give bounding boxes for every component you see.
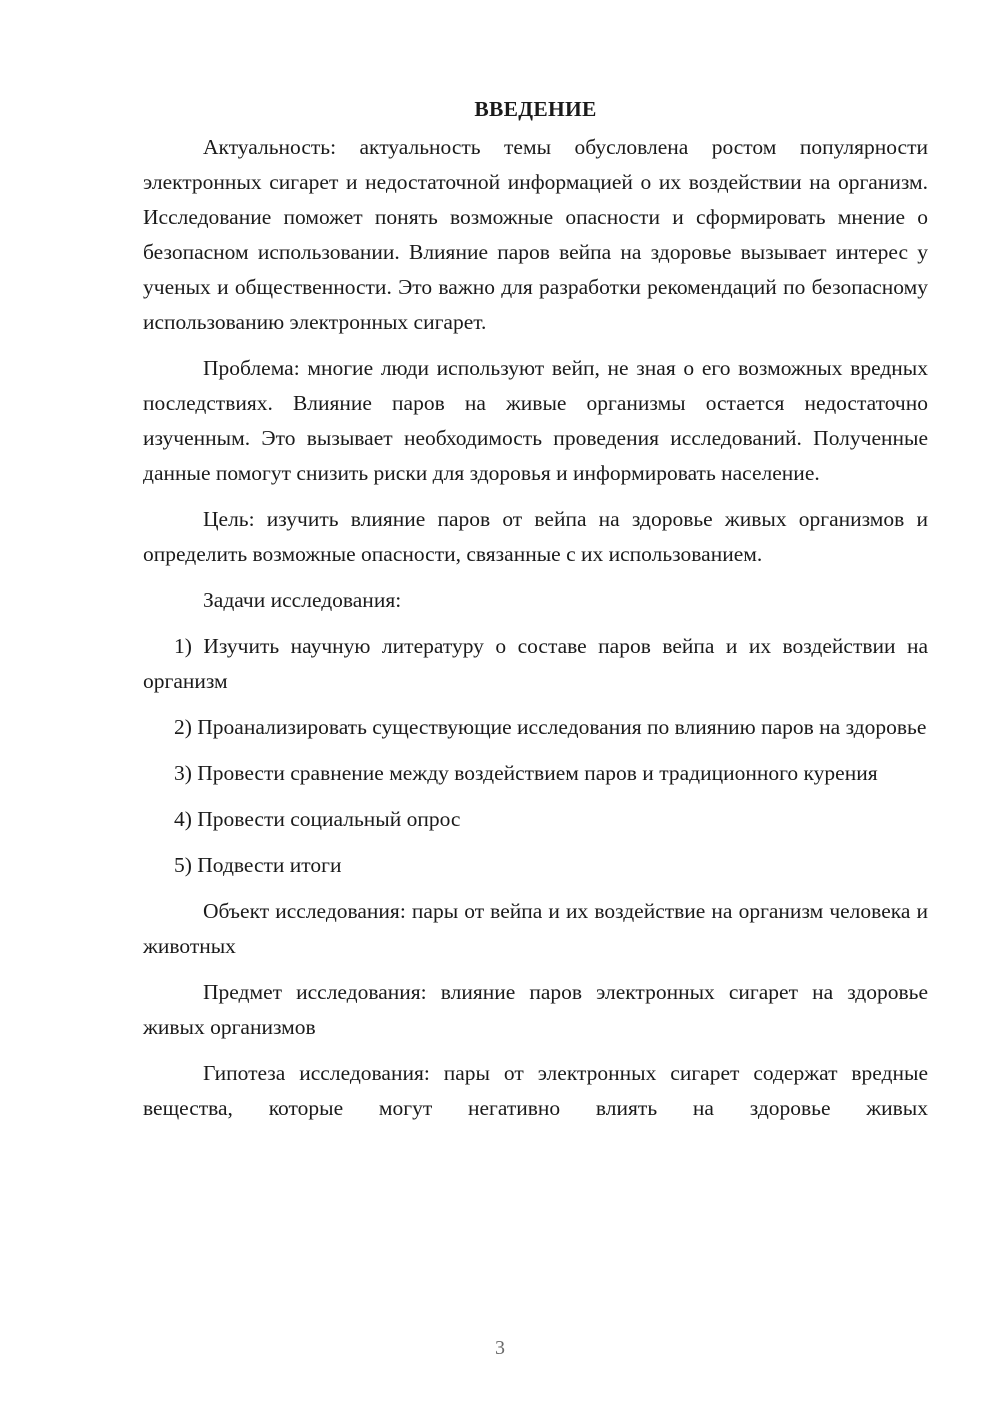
task-item-4: 4) Провести социальный опрос <box>174 807 461 831</box>
task-item-2: 2) Проанализировать существующие исследования по влиянию паров на здоровье <box>174 715 927 739</box>
page-number: 3 <box>495 1337 505 1359</box>
paragraph-goal: Цель: изучить влияние паров от вейпа на здоровье живых организмов и определить возможные опасности, связанные с их использованием. <box>143 507 928 566</box>
task-item-5: 5) Подвести итоги <box>174 853 342 877</box>
page-title: ВВЕДЕНИЕ <box>474 97 597 121</box>
task-item-1: 1) Изучить научную литературу о составе паров вейпа и их воздействии на организм <box>143 634 928 693</box>
document-page <box>143 92 928 1137</box>
paragraph-hypothesis: Гипотеза исследования: пары от электронных сигарет содержат вредные вещества, которые могут негативно влиять на здоровье живых <box>143 1061 928 1120</box>
tasks-heading: Задачи исследования: <box>203 588 402 612</box>
paragraph-relevance: Актуальность: актуальность темы обусловлена ростом популярности электронных сигарет и недостаточной информацией о их воздействии на организм. Исследование поможет понять возможные опасности и сформировать мнение о безопасном использовании. Влияние паров вейпа на здоровье вызывает интерес у ученых и общественности. Это важно для разработки рекомендаций по безопасному использованию электронных сигарет. <box>143 135 928 334</box>
task-item-3: 3) Провести сравнение между воздействием паров и традиционного курения <box>174 761 878 785</box>
paragraph-problem: Проблема: многие люди используют вейп, не зная о его возможных вредных последствиях. Влияние паров на живые организмы остается недостаточно изученным. Это вызывает необходимость проведения исследований. Полученные данные помогут снизить риски для здоровья и информировать население. <box>143 356 928 485</box>
paragraph-subject: Предмет исследования: влияние паров электронных сигарет на здоровье живых организмов <box>143 980 928 1039</box>
paragraph-object: Объект исследования: пары от вейпа и их воздействие на организм человека и животных <box>143 899 928 958</box>
